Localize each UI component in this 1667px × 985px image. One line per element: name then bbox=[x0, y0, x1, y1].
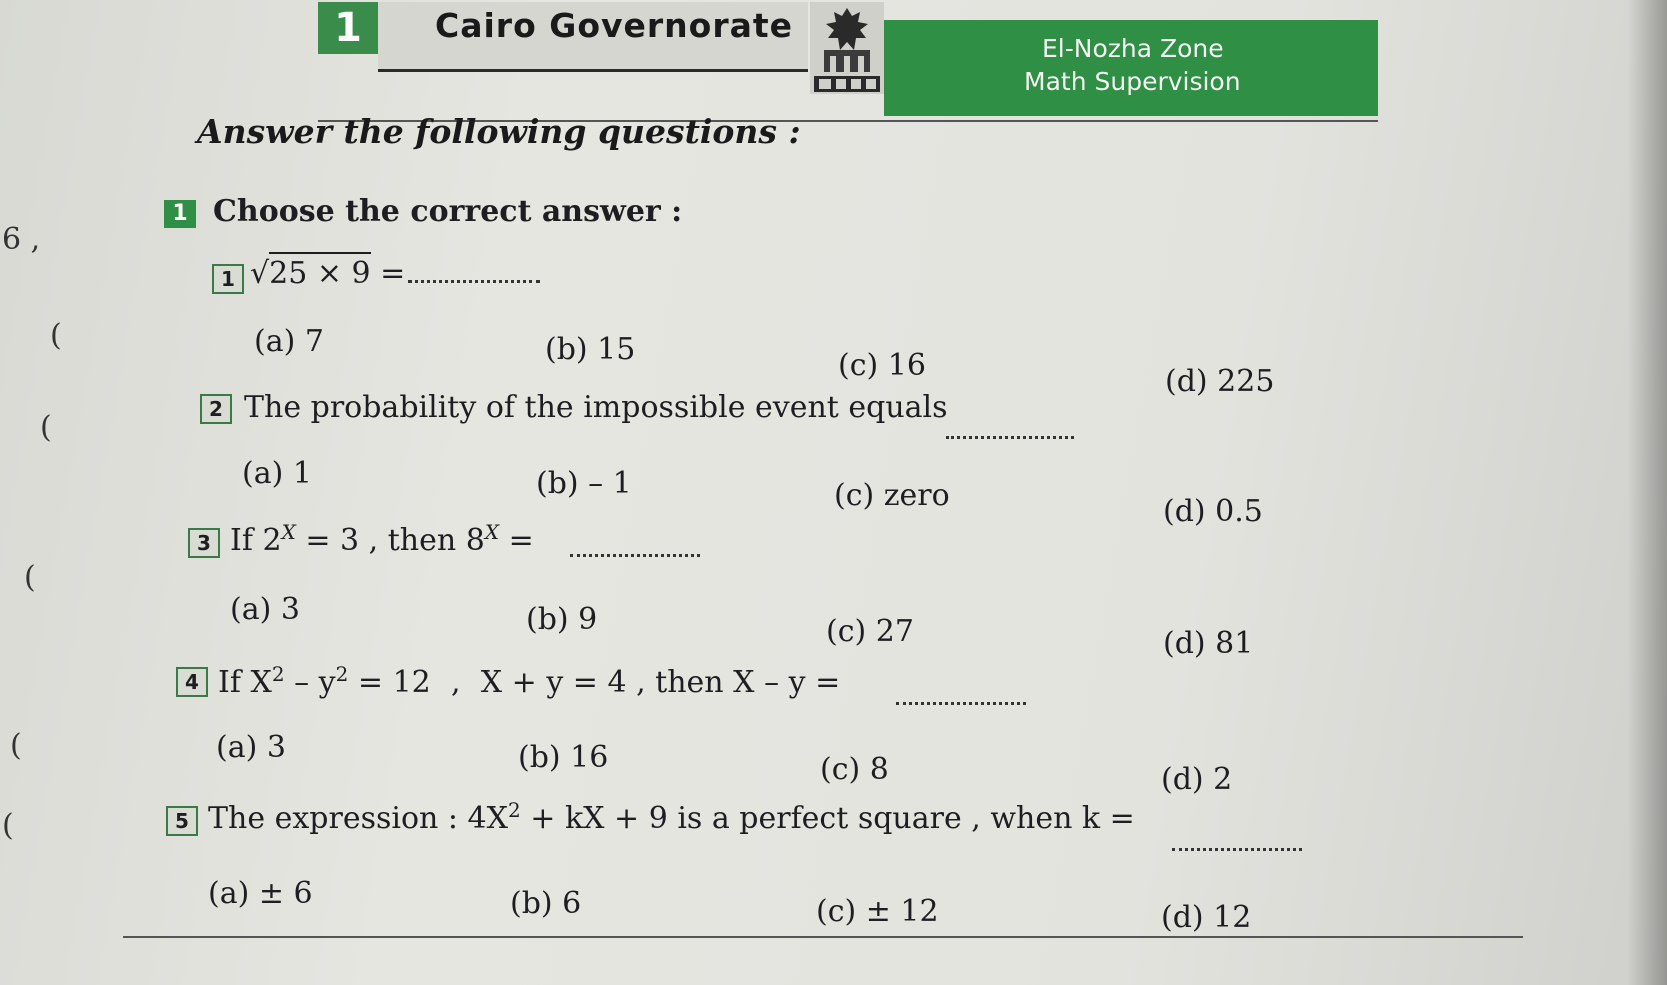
exponent: X bbox=[281, 520, 296, 544]
q4-part: X + y = 4 bbox=[480, 665, 627, 700]
option-c[interactable]: (c) 16 bbox=[838, 348, 926, 383]
option-a[interactable]: (a) 3 bbox=[230, 592, 300, 627]
option-b[interactable]: (b) 15 bbox=[545, 332, 636, 367]
page-edge-shadow bbox=[1627, 0, 1667, 985]
exponent: 2 bbox=[335, 662, 349, 686]
q4-part: If X bbox=[218, 665, 272, 700]
question-3-text bbox=[230, 520, 534, 558]
option-b[interactable]: (b) 16 bbox=[518, 740, 609, 775]
radicand: 25 × 9 bbox=[269, 252, 370, 291]
option-c[interactable]: (c) zero bbox=[834, 478, 950, 513]
zone-banner bbox=[884, 20, 1378, 116]
q3-part: If 2 bbox=[230, 523, 282, 558]
option-d[interactable]: (d) 81 bbox=[1163, 626, 1254, 661]
margin-note: 6 , bbox=[2, 222, 41, 257]
exponent: 2 bbox=[271, 662, 285, 686]
supervision-label: Math Supervision bbox=[1024, 67, 1241, 96]
q4-part: , bbox=[450, 665, 461, 700]
section-title: Choose the correct answer : bbox=[213, 194, 683, 229]
question-4-text bbox=[218, 662, 840, 700]
zone-label: El-Nozha Zone bbox=[1042, 34, 1224, 63]
option-b[interactable]: (b) – 1 bbox=[536, 466, 632, 501]
margin-paren: ( bbox=[40, 410, 52, 445]
margin-paren: ( bbox=[10, 728, 22, 763]
answer-blank[interactable] bbox=[408, 280, 540, 283]
title-underline bbox=[378, 69, 808, 72]
margin-paren: ( bbox=[2, 808, 14, 843]
option-d[interactable]: (d) 2 bbox=[1161, 762, 1233, 797]
margin-paren: ( bbox=[24, 560, 36, 595]
exponent: 2 bbox=[508, 798, 521, 822]
q4-part: = 12 bbox=[348, 665, 431, 700]
q3-part: = 3 bbox=[295, 523, 360, 558]
q5-part: X bbox=[583, 801, 605, 836]
equals-sign: = bbox=[370, 256, 406, 291]
q5-part: + 9 bbox=[604, 801, 668, 836]
sqrt-icon: √ bbox=[250, 256, 270, 291]
answer-blank[interactable] bbox=[896, 702, 1026, 705]
option-d[interactable]: (d) 0.5 bbox=[1163, 494, 1263, 529]
margin-paren: ( bbox=[50, 318, 62, 353]
q3-part: = bbox=[499, 523, 534, 558]
exponent: X bbox=[484, 520, 500, 544]
option-a[interactable]: (a) 3 bbox=[216, 730, 286, 765]
instruction-text: Answer the following questions : bbox=[197, 112, 801, 151]
answer-blank[interactable] bbox=[1172, 848, 1302, 851]
question-number: 5 bbox=[166, 806, 198, 836]
q4-part: , then bbox=[626, 665, 734, 700]
governorate-title-bar bbox=[378, 2, 808, 72]
option-b[interactable]: (b) 9 bbox=[526, 602, 598, 637]
question-number: 4 bbox=[176, 667, 208, 697]
question-number: 2 bbox=[200, 394, 232, 424]
bottom-divider bbox=[123, 936, 1523, 938]
q5-part: The expression : 4 bbox=[208, 801, 487, 836]
question-2-text: The probability of the impossible event equals bbox=[244, 390, 948, 425]
question-number: 1 bbox=[212, 264, 244, 294]
page-number-badge: 1 bbox=[318, 2, 378, 54]
answer-blank[interactable] bbox=[946, 436, 1074, 439]
option-c[interactable]: (c) 27 bbox=[826, 614, 914, 649]
q5-part: is a perfect square , when k = bbox=[667, 801, 1135, 836]
q5-part: + k bbox=[520, 801, 584, 836]
option-d[interactable]: (d) 12 bbox=[1161, 900, 1252, 935]
q4-part: – y bbox=[284, 665, 336, 700]
option-a[interactable]: (a) ± 6 bbox=[208, 876, 313, 911]
governorate-emblem-icon bbox=[810, 2, 884, 94]
option-a[interactable]: (a) 1 bbox=[242, 456, 312, 491]
question-number: 3 bbox=[188, 528, 220, 558]
option-c[interactable]: (c) 8 bbox=[820, 752, 889, 787]
option-b[interactable]: (b) 6 bbox=[510, 886, 582, 921]
option-a[interactable]: (a) 7 bbox=[254, 324, 324, 359]
q5-part: X bbox=[486, 801, 508, 836]
governorate-title: Cairo Governorate bbox=[435, 6, 794, 45]
section-number: 1 bbox=[164, 200, 196, 228]
option-d[interactable]: (d) 225 bbox=[1165, 364, 1275, 399]
question-5-text bbox=[208, 798, 1135, 836]
q4-part: X – y = bbox=[733, 665, 841, 700]
option-c[interactable]: (c) ± 12 bbox=[816, 894, 939, 929]
answer-blank[interactable] bbox=[570, 554, 700, 557]
question-1-text bbox=[250, 256, 405, 291]
q3-part: , then 8 bbox=[359, 523, 485, 558]
